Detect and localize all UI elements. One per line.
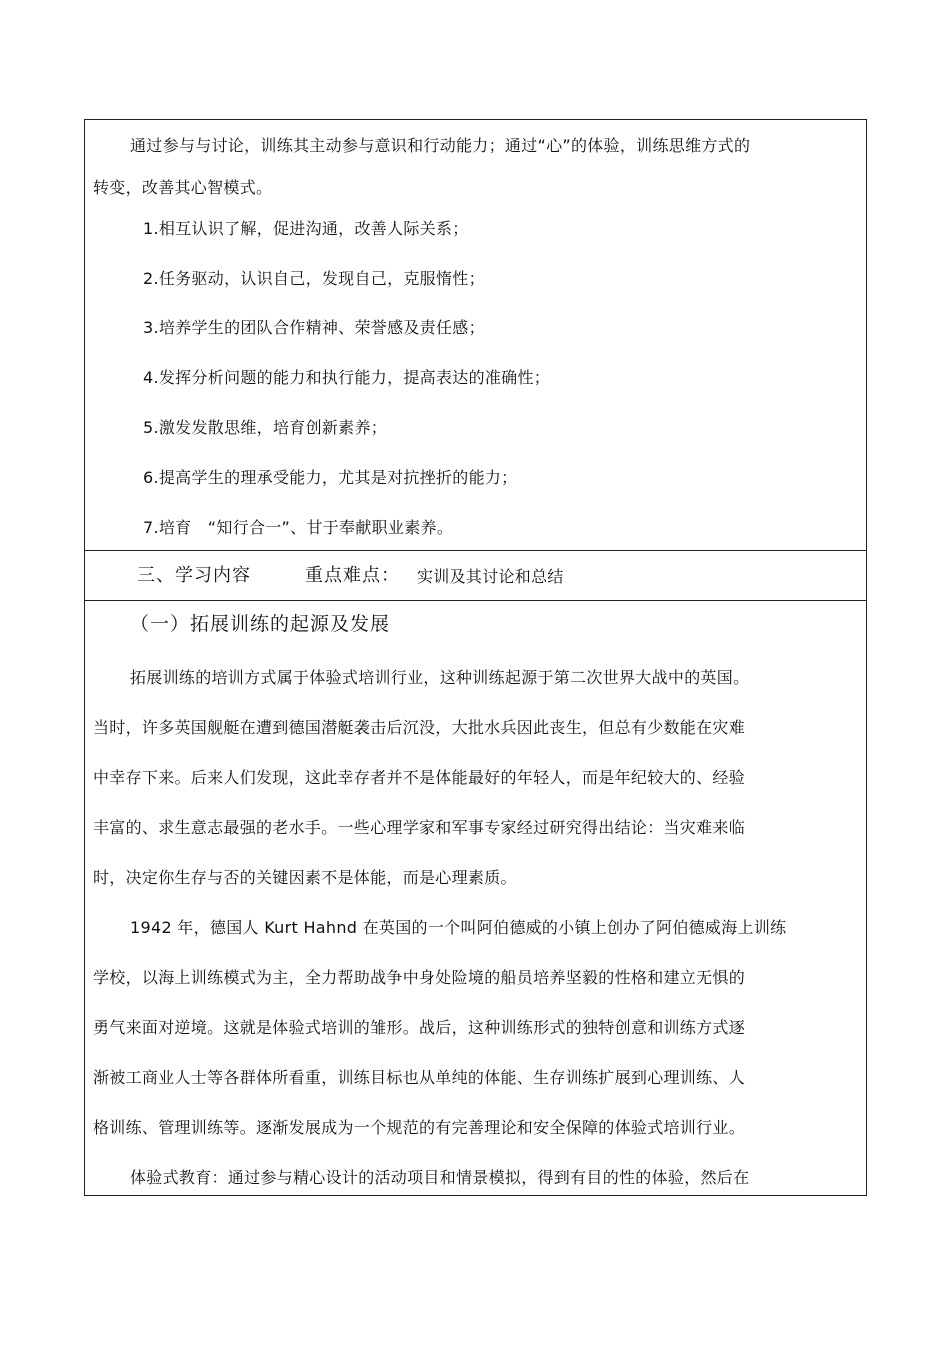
paragraph-2-line-2: 学校，以海上训练模式为主，全力帮助战争中身处险境的船员培养坚毅的性格和建立无惧的 bbox=[93, 968, 746, 987]
paragraph-1-line-2: 当时，许多英国舰艇在遭到德国潜艇袭击后沉没，大批水兵因此丧生，但总有少数能在灾难 bbox=[93, 718, 746, 737]
objective-item-4: 4.发挥分析问题的能力和执行能力，提高表达的准确性； bbox=[143, 368, 551, 387]
key-points-label: 重点难点： bbox=[305, 565, 400, 586]
objective-item-2: 2.任务驱动，认识自己，发现自己，克服惰性； bbox=[143, 269, 485, 288]
objective-item-5: 5.激发发散思维，培育创新素养； bbox=[143, 418, 388, 437]
paragraph-1-line-1: 拓展训练的培训方式属于体验式培训行业，这种训练起源于第二次世界大战中的英国。 bbox=[130, 668, 750, 687]
objectives-intro-line-2: 转变，改善其心智模式。 bbox=[93, 178, 273, 197]
paragraph-1-line-4: 丰富的、求生意志最强的老水手。一些心理学家和军事专家经过研究得出结论：当灾难来临 bbox=[93, 818, 746, 837]
key-points-value: 实训及其讨论和总结 bbox=[417, 567, 564, 586]
objective-item-1: 1.相互认识了解，促进沟通，改善人际关系； bbox=[143, 219, 469, 238]
objective-item-7: 7.培育 “知行合一”、甘于奉献职业素养。 bbox=[143, 518, 454, 537]
paragraph-2-line-4: 渐被工商业人士等各群体所看重，训练目标也从单纯的体能、生存训练扩展到心理训练、人 bbox=[93, 1068, 746, 1087]
learning-content-header-row bbox=[85, 551, 866, 601]
paragraph-2-line-3: 勇气来面对逆境。这就是体验式培训的雏形。战后，这种训练形式的独特创意和训练方式逐 bbox=[93, 1018, 746, 1037]
objective-item-3: 3.培养学生的团队合作精神、荣誉感及责任感； bbox=[143, 318, 485, 337]
objectives-section bbox=[85, 120, 866, 551]
paragraph-1-line-3: 中幸存下来。后来人们发现，这此幸存者并不是体能最好的年轻人，而是年纪较大的、经验 bbox=[93, 768, 746, 787]
section-title: 三、学习内容 bbox=[137, 565, 251, 586]
lesson-plan-table bbox=[84, 119, 867, 1196]
paragraph-1-line-5: 时，决定你生存与否的关键因素不是体能，而是心理素质。 bbox=[93, 868, 517, 887]
paragraph-2-line-5: 格训练、管理训练等。逐渐发展成为一个规范的有完善理论和安全保障的体验式培训行业。 bbox=[93, 1118, 746, 1137]
paragraph-3-line-1: 体验式教育：通过参与精心设计的活动项目和情景模拟，得到有目的性的体验，然后在 bbox=[130, 1168, 750, 1187]
objectives-intro-line-1: 通过参与与讨论，训练其主动参与意识和行动能力；通过“心”的体验，训练思维方式的 bbox=[130, 136, 751, 155]
objective-item-6: 6.提高学生的理承受能力，尤其是对抗挫折的能力； bbox=[143, 468, 518, 487]
paragraph-2-line-1: 1942 年，德国人 Kurt Hahnd 在英国的一个叫阿伯德威的小镇上创办了阿伯德威海上训练 bbox=[130, 918, 787, 937]
learning-content-section bbox=[85, 602, 866, 1196]
content-subheading: （一）拓展训练的起源及发展 bbox=[130, 613, 391, 635]
